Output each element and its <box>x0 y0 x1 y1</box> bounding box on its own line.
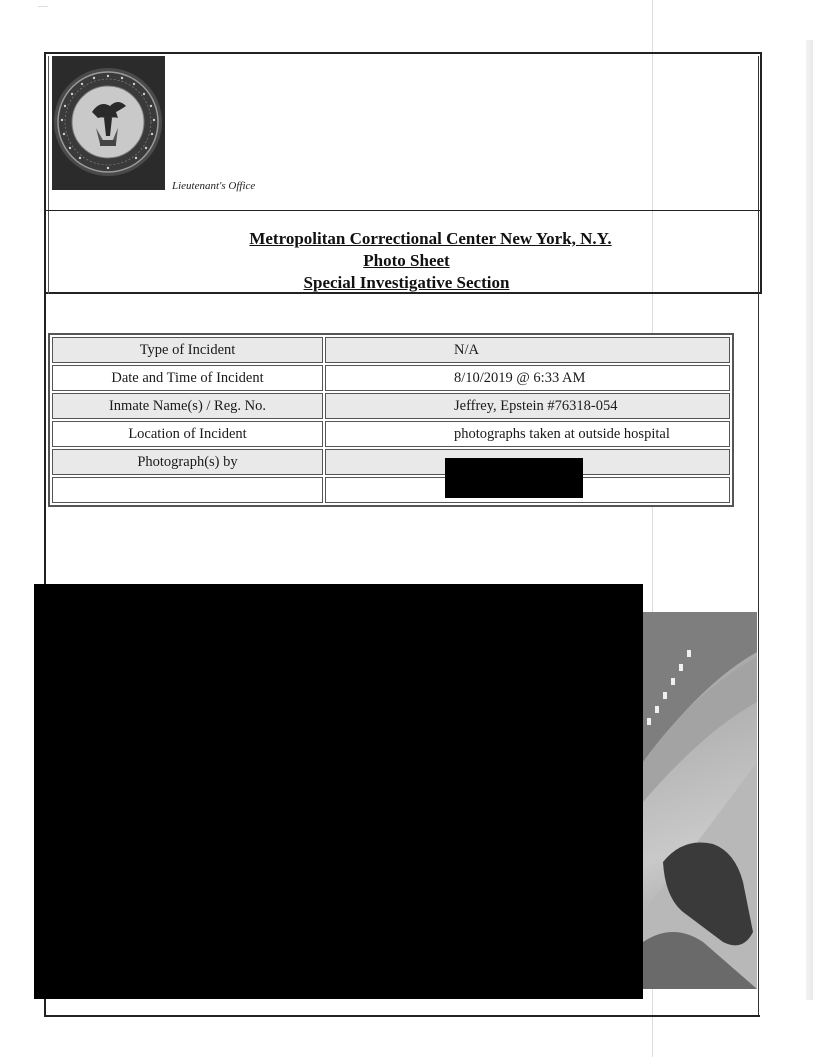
sheet-title: Photo Sheet <box>363 251 450 270</box>
section-title: Special Investigative Section <box>303 273 510 292</box>
empty-label-cell <box>52 477 323 503</box>
table-row <box>52 477 730 503</box>
table-row <box>52 449 730 475</box>
incident-type-value: N/A <box>325 337 730 363</box>
inmate-name-value: Jeffrey, Epstein #76318-054 <box>325 393 730 419</box>
incident-type-label: Type of Incident <box>52 337 323 363</box>
facility-title-text: Metropolitan Correctional Center New York, N.Y. <box>249 229 612 248</box>
incident-datetime-label: Date and Time of Incident <box>52 365 323 391</box>
photograph <box>643 612 757 989</box>
page-frame-bottom <box>44 1015 760 1017</box>
table-row <box>52 421 730 447</box>
redaction-block <box>445 458 583 498</box>
office-label: Lieutenant's Office <box>172 180 256 192</box>
scan-artifact <box>38 6 48 7</box>
inmate-name-label: Inmate Name(s) / Reg. No. <box>52 393 323 419</box>
table-row <box>52 337 730 363</box>
facility-title <box>0 229 813 249</box>
scan-edge-shadow <box>806 40 813 1000</box>
incident-location-label: Location of Incident <box>52 421 323 447</box>
header-divider <box>46 210 760 211</box>
table-row <box>52 365 730 391</box>
incident-info-table <box>48 333 734 507</box>
page-frame-right <box>758 294 759 1016</box>
redaction-block <box>34 584 643 999</box>
photographer-label: Photograph(s) by <box>52 449 323 475</box>
incident-location-value: photographs taken at outside hospital <box>325 421 730 447</box>
table-row <box>52 393 730 419</box>
incident-datetime-value: 8/10/2019 @ 6:33 AM <box>325 365 730 391</box>
doj-bop-seal-icon <box>52 56 165 190</box>
